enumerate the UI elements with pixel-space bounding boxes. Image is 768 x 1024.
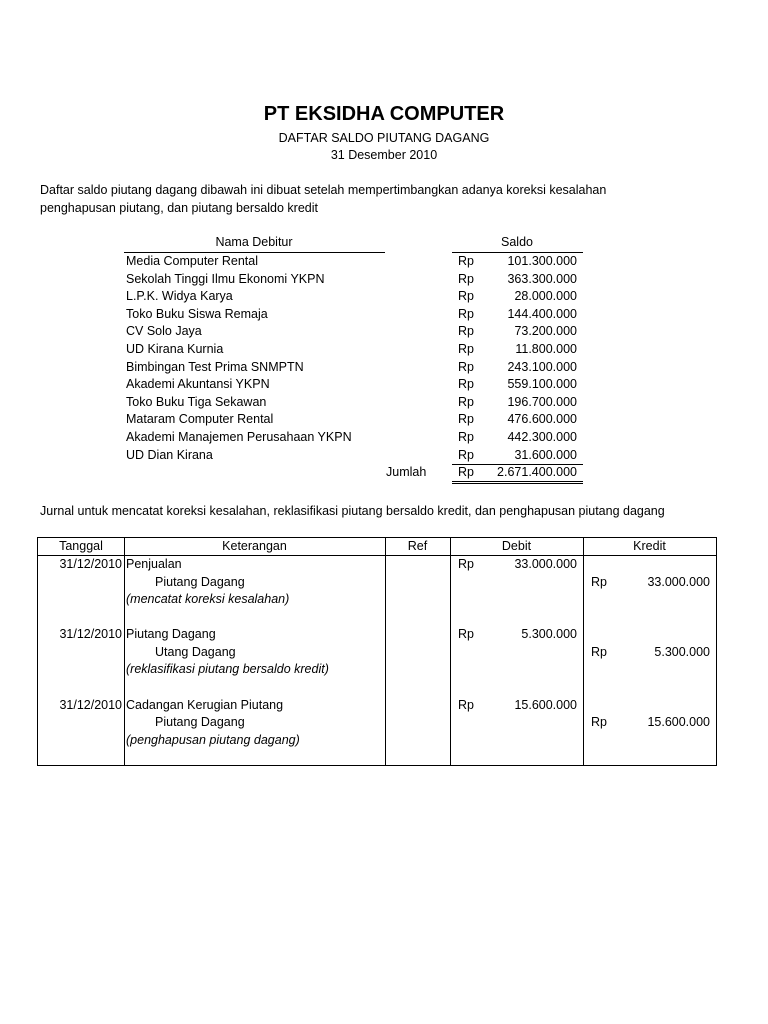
col-divider	[583, 538, 584, 765]
debtor-amount: 31.600.000	[514, 447, 577, 462]
debtor-name: CV Solo Jaya	[126, 324, 202, 339]
debtor-amount: 73.200.000	[514, 324, 577, 339]
debtor-row	[0, 447, 768, 465]
intro-line-2: penghapusan piutang, dan piutang bersaldo kredit	[40, 201, 318, 215]
entry-debit-currency: Rp	[458, 557, 474, 571]
debtor-row	[0, 359, 768, 377]
entry-date: 31/12/2010	[59, 627, 122, 641]
col-divider	[124, 538, 125, 765]
debtor-currency: Rp	[458, 254, 474, 268]
col-divider	[385, 538, 386, 765]
debtor-currency: Rp	[458, 447, 474, 462]
debtor-amount: 196.700.000	[507, 394, 577, 409]
entry-note: (penghapusan piutang dagang)	[126, 732, 300, 747]
journal-intro: Jurnal untuk mencatat koreksi kesalahan, reklasifikasi piutang bersaldo kredit, dan penghapusan piutang dagang	[40, 504, 665, 518]
debtor-currency: Rp	[458, 271, 474, 286]
debtor-row	[0, 411, 768, 429]
debtor-amount: 144.400.000	[507, 306, 577, 321]
total-double-rule-1	[452, 481, 583, 482]
col-divider	[450, 538, 451, 765]
entry-note: (mencatat koreksi kesalahan)	[126, 592, 290, 606]
entry-credit-currency: Rp	[591, 715, 607, 729]
total-row	[0, 464, 768, 482]
debtor-row	[0, 271, 768, 289]
entry-credit-amount: 5.300.000	[654, 644, 710, 659]
debtor-amount: 476.600.000	[507, 412, 577, 427]
header-tanggal: Tanggal	[59, 539, 103, 553]
debtor-amount: 11.800.000	[515, 342, 577, 356]
debtor-currency: Rp	[458, 394, 474, 409]
debtor-row	[0, 376, 768, 394]
entry-date: 31/12/2010	[59, 697, 122, 712]
total-amount: 2.671.400.000	[497, 465, 577, 479]
entry-debit-account: Piutang Dagang	[126, 627, 216, 641]
debtor-amount: 363.300.000	[507, 271, 577, 286]
entry-debit-account: Penjualan	[126, 557, 182, 571]
debtor-currency: Rp	[458, 359, 474, 374]
debtor-row	[0, 429, 768, 447]
header-ref: Ref	[407, 539, 428, 553]
debtor-currency: Rp	[458, 342, 474, 356]
entry-debit-currency: Rp	[458, 627, 474, 641]
debtor-name: UD Kirana Kurnia	[126, 342, 224, 356]
intro-line-1: Daftar saldo piutang dagang dibawah ini dibuat setelah mempertimbangkan adanya koreksi kesalahan	[40, 183, 607, 197]
entry-debit-amount: 5.300.000	[521, 627, 577, 641]
debtor-name: Toko Buku Tiga Sekawan	[126, 394, 267, 409]
entry-date: 31/12/2010	[59, 557, 122, 571]
debtor-amount: 28.000.000	[514, 289, 577, 304]
entry-credit-currency: Rp	[591, 574, 607, 589]
saldo-header: Saldo	[501, 235, 533, 249]
entry-debit-amount: 15.600.000	[514, 697, 577, 712]
entry-credit-amount: 15.600.000	[647, 715, 710, 729]
debtor-name: Akademi Manajemen Perusahaan YKPN	[126, 430, 352, 444]
header-keterangan: Keterangan	[222, 539, 287, 553]
entry-credit-currency: Rp	[591, 644, 607, 659]
debtor-name: Mataram Computer Rental	[126, 412, 274, 427]
debtor-currency: Rp	[458, 377, 474, 392]
debtor-currency: Rp	[458, 289, 474, 304]
entry-credit-account: Piutang Dagang	[155, 715, 245, 729]
debtor-currency: Rp	[458, 306, 474, 321]
debtor-amount: 243.100.000	[507, 359, 577, 374]
debtor-currency: Rp	[458, 430, 474, 444]
entry-credit-amount: 33.000.000	[647, 574, 710, 589]
debtor-name: Media Computer Rental	[126, 254, 259, 268]
debtor-name: Akademi Akuntansi YKPN	[126, 377, 270, 392]
entry-credit-account: Piutang Dagang	[155, 574, 245, 589]
debtor-name: Bimbingan Test Prima SNMPTN	[126, 359, 304, 374]
entry-credit-account: Utang Dagang	[155, 644, 236, 659]
total-currency: Rp	[458, 465, 474, 479]
debtor-name-header: Nama Debitur	[215, 235, 293, 249]
total-label: Jumlah	[386, 465, 427, 479]
entry-debit-amount: 33.000.000	[514, 557, 577, 571]
debtor-row	[0, 323, 768, 341]
document-subtitle: DAFTAR SALDO PIUTANG DAGANG	[278, 131, 490, 145]
debtor-name: UD Dian Kirana	[126, 447, 213, 462]
debtor-row	[0, 253, 768, 271]
debtor-amount: 101.300.000	[507, 254, 577, 268]
debtor-amount: 442.300.000	[507, 430, 577, 444]
document-date: 31 Desember 2010	[330, 148, 438, 162]
debtor-row	[0, 288, 768, 306]
debtor-currency: Rp	[458, 412, 474, 427]
debtor-amount: 559.100.000	[507, 377, 577, 392]
debtor-row	[0, 341, 768, 359]
debtor-name: L.P.K. Widya Karya	[126, 289, 233, 304]
debtor-name: Sekolah Tinggi Ilmu Ekonomi YKPN	[126, 271, 325, 286]
journal-table	[37, 537, 717, 766]
entry-debit-currency: Rp	[458, 697, 474, 712]
debtor-row	[0, 306, 768, 324]
total-double-rule-2	[452, 483, 583, 484]
header-kredit: Kredit	[633, 539, 666, 553]
debtor-name: Toko Buku Siswa Remaja	[126, 306, 268, 321]
header-debit: Debit	[501, 539, 532, 553]
company-title: PT EKSIDHA COMPUTER	[263, 103, 505, 125]
debtor-currency: Rp	[458, 324, 474, 339]
entry-note: (reklasifikasi piutang bersaldo kredit)	[126, 662, 329, 676]
debtor-row	[0, 394, 768, 412]
entry-debit-account: Cadangan Kerugian Piutang	[126, 697, 284, 712]
